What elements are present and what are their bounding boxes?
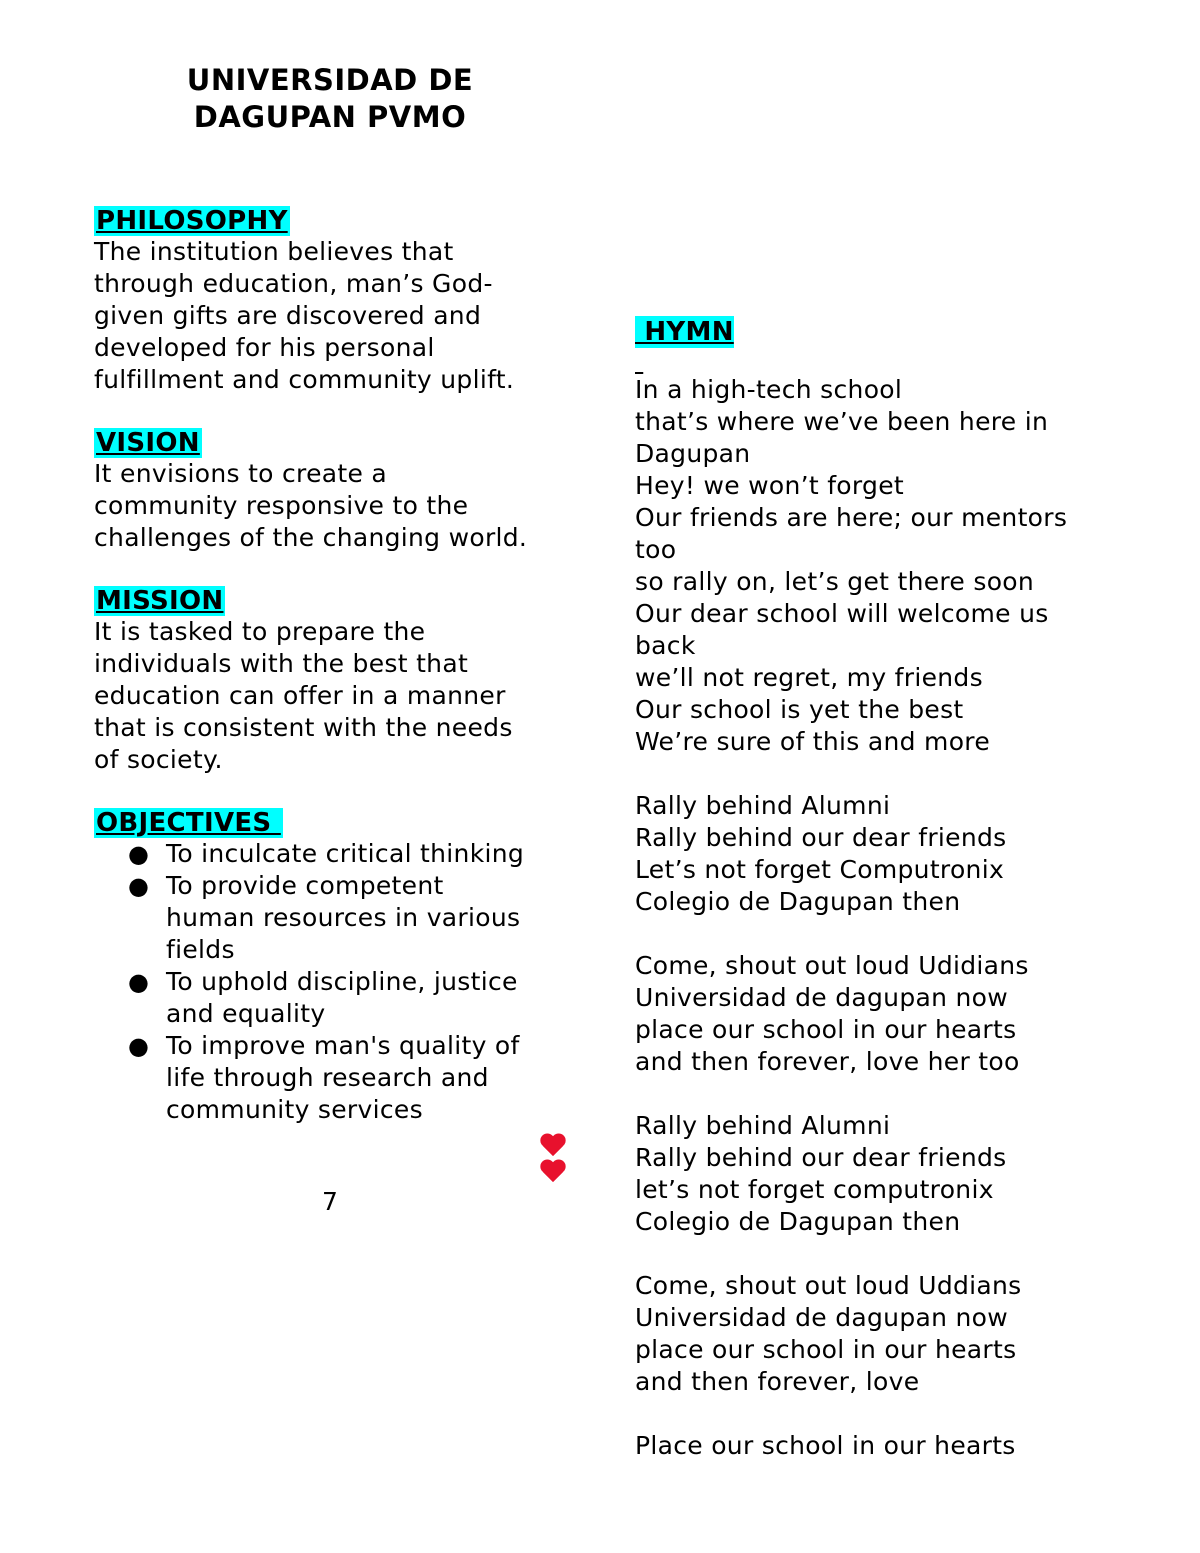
hymn-line: Colegio de Dagupan then: [635, 1207, 961, 1236]
objective-line: and equality: [166, 999, 326, 1028]
hymn-heading: HYMN: [635, 317, 734, 347]
mission-line: It is tasked to prepare the: [94, 617, 426, 646]
objective-line: To improve man's quality of: [166, 1031, 520, 1060]
title-line-2: DAGUPAN PVMO: [193, 100, 467, 134]
hymn-line: Dagupan: [635, 439, 751, 468]
hymn-stanza: [635, 950, 1135, 1078]
vision-heading: VISION: [96, 428, 200, 458]
objective-line: To inculcate critical thinking: [166, 839, 525, 868]
right-column: [635, 316, 1135, 1462]
hymn-line: so rally on, let’s get there soon: [635, 567, 1035, 596]
hymn-line: and then forever, love: [635, 1367, 920, 1396]
mission-line: of society.: [94, 745, 223, 774]
hymn-line: Rally behind Alumni: [635, 1111, 891, 1140]
philosophy-line: fulfillment and community uplift.: [94, 365, 515, 394]
vision-section: [94, 428, 574, 554]
list-item: [94, 870, 574, 966]
vision-line: challenges of the changing world.: [94, 523, 528, 552]
hymn-line: Rally behind our dear friends: [635, 1143, 1007, 1172]
hymn-line: and then forever, love her too: [635, 1047, 1020, 1076]
hymn-line: Come, shout out loud Uddians: [635, 1271, 1022, 1300]
philosophy-line: through education, man’s God-: [94, 269, 493, 298]
philosophy-line: developed for his personal: [94, 333, 435, 362]
mission-text: [94, 616, 574, 776]
hymn-line: Place our school in our hearts: [635, 1431, 1016, 1460]
objective-line: fields: [166, 935, 235, 964]
hymn-line: Rally behind our dear friends: [635, 823, 1007, 852]
philosophy-line: given gifts are discovered and: [94, 301, 482, 330]
hymn-line: back: [635, 631, 696, 660]
list-item: [94, 1030, 574, 1126]
page-number: 7: [322, 1187, 338, 1216]
philosophy-line: The institution believes that: [94, 237, 454, 266]
hymn-line: Universidad de dagupan now: [635, 1303, 1008, 1332]
mission-section: [94, 586, 574, 776]
hearts-decoration: [540, 1132, 568, 1184]
mission-heading: MISSION: [96, 586, 224, 616]
objectives-section: [94, 808, 574, 1126]
hymn-line: Our dear school will welcome us: [635, 599, 1049, 628]
objective-line: To provide competent: [166, 871, 444, 900]
bullet-icon: ●: [128, 968, 150, 996]
hymn-underline-mark: [635, 350, 1135, 374]
objective-line: To uphold discipline, justice: [166, 967, 518, 996]
hymn-line: Our friends are here; our mentors: [635, 503, 1068, 532]
mission-line: that is consistent with the needs: [94, 713, 513, 742]
vision-text: [94, 458, 574, 554]
bullet-icon: ●: [128, 872, 150, 900]
hymn-line: In a high-tech school: [635, 375, 903, 404]
heart-icon: [540, 1158, 566, 1184]
philosophy-heading: PHILOSOPHY: [96, 206, 288, 236]
hymn-line: Come, shout out loud Udidians: [635, 951, 1029, 980]
hymn-stanza: [635, 1110, 1135, 1238]
philosophy-text: [94, 236, 574, 396]
hymn-line: Hey! we won’t forget: [635, 471, 904, 500]
title-line-1: UNIVERSIDAD DE: [186, 63, 474, 97]
vision-line: It envisions to create a: [94, 459, 388, 488]
objectives-list: [94, 838, 574, 1126]
bullet-icon: ●: [128, 1032, 150, 1060]
objective-line: community services: [166, 1095, 423, 1124]
objective-line: life through research and: [166, 1063, 489, 1092]
mission-line: education can offer in a manner: [94, 681, 506, 710]
hymn-line: place our school in our hearts: [635, 1015, 1017, 1044]
hymn-line: Our school is yet the best: [635, 695, 964, 724]
hymn-line: let’s not forget computronix: [635, 1175, 994, 1204]
philosophy-section: [94, 206, 574, 396]
vision-line: community responsive to the: [94, 491, 469, 520]
objective-line: human resources in various: [166, 903, 521, 932]
heart-icon: [540, 1132, 566, 1158]
list-item: [94, 966, 574, 1030]
hymn-line: Rally behind Alumni: [635, 791, 891, 820]
hymn-stanza: [635, 1430, 1135, 1462]
hymn-stanza: [635, 790, 1135, 918]
hymn-line: that’s where we’ve been here in: [635, 407, 1049, 436]
hymn-line: Let’s not forget Computronix: [635, 855, 1005, 884]
objectives-heading: OBJECTIVES: [96, 808, 281, 838]
hymn-line: place our school in our hearts: [635, 1335, 1017, 1364]
hymn-line: We’re sure of this and more: [635, 727, 991, 756]
left-column: [94, 206, 574, 1126]
hymn-line: Universidad de dagupan now: [635, 983, 1008, 1012]
hymn-line: too: [635, 535, 677, 564]
hymn-stanza: [635, 1270, 1135, 1398]
mission-line: individuals with the best that: [94, 649, 469, 678]
hymn-line: Colegio de Dagupan then: [635, 887, 961, 916]
bullet-icon: ●: [128, 840, 150, 868]
list-item: [94, 838, 574, 870]
hymn-line: we’ll not regret, my friends: [635, 663, 983, 692]
hymn-stanza: [635, 374, 1135, 758]
document-title: [130, 62, 530, 136]
